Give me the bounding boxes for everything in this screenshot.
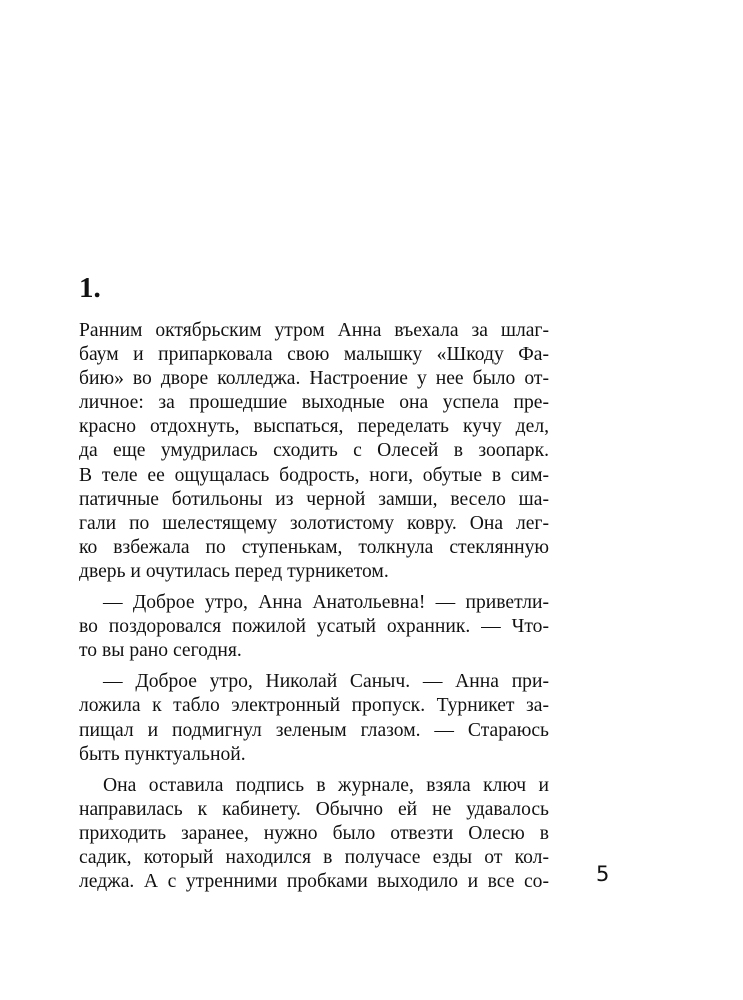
text-line: ложила к табло электронный пропуск. Турникет за-: [79, 695, 549, 717]
text-line: Она оставила подпись в журнале, взяла ключ и: [103, 774, 549, 796]
text-line: ко взбежала по ступенькам, толкнула стеклянную: [79, 536, 549, 558]
paragraph-gap: [79, 767, 549, 774]
chapter-number: 1.: [79, 272, 101, 304]
paragraph-gap: [79, 663, 549, 670]
text-line: то вы рано сегодня.: [79, 640, 242, 662]
text-line: во поздоровался пожилой усатый охранник. — Что-: [79, 616, 549, 638]
text-line: — Доброе утро, Николай Саныч. — Анна при-: [103, 671, 549, 693]
paragraph-2: [79, 591, 549, 663]
text-line: красно отдохнуть, выспаться, переделать кучу дел,: [79, 416, 549, 438]
page-number: 5: [596, 862, 610, 886]
paragraph-1: [79, 319, 549, 584]
text-line: пищал и подмигнул зеленым глазом. — Стараюсь: [79, 719, 549, 741]
text-line: дверь и очутилась перед турникетом.: [79, 560, 389, 582]
text-line: В теле ее ощущалась бодрость, ноги, обутые в сим-: [79, 464, 549, 486]
text-line: — Доброе утро, Анна Анатольевна! — приветли-: [103, 592, 549, 614]
text-line: садик, который находился в получасе езды от кол-: [79, 846, 549, 868]
body-text: [79, 319, 549, 894]
paragraph-gap: [79, 584, 549, 591]
text-line: быть пунктуальной.: [79, 743, 246, 765]
text-line: патичные ботильоны из черной замши, весело ша-: [79, 488, 549, 510]
text-line: да еще умудрилась сходить с Олесей в зоопарк.: [79, 440, 549, 462]
text-line: приходить заранее, нужно было отвезти Олесю в: [79, 822, 549, 844]
text-line: направилась к кабинету. Обычно ей не удавалось: [79, 798, 549, 820]
text-line: баум и припарковала свою малышку «Шкоду Фа-: [79, 344, 549, 366]
text-line: гали по шелестящему золотистому ковру. Она лег-: [79, 512, 549, 534]
text-line: бию» во дворе колледжа. Настроение у нее было от-: [79, 368, 549, 390]
text-line: леджа. А с утренними пробками выходило и все со-: [79, 871, 549, 893]
text-line: личное: за прошедшие выходные она успела пре-: [79, 392, 549, 414]
text-line: Ранним октябрьским утром Анна въехала за шлаг-: [79, 320, 549, 341]
paragraph-3: [79, 670, 549, 766]
paragraph-4: [79, 774, 549, 894]
